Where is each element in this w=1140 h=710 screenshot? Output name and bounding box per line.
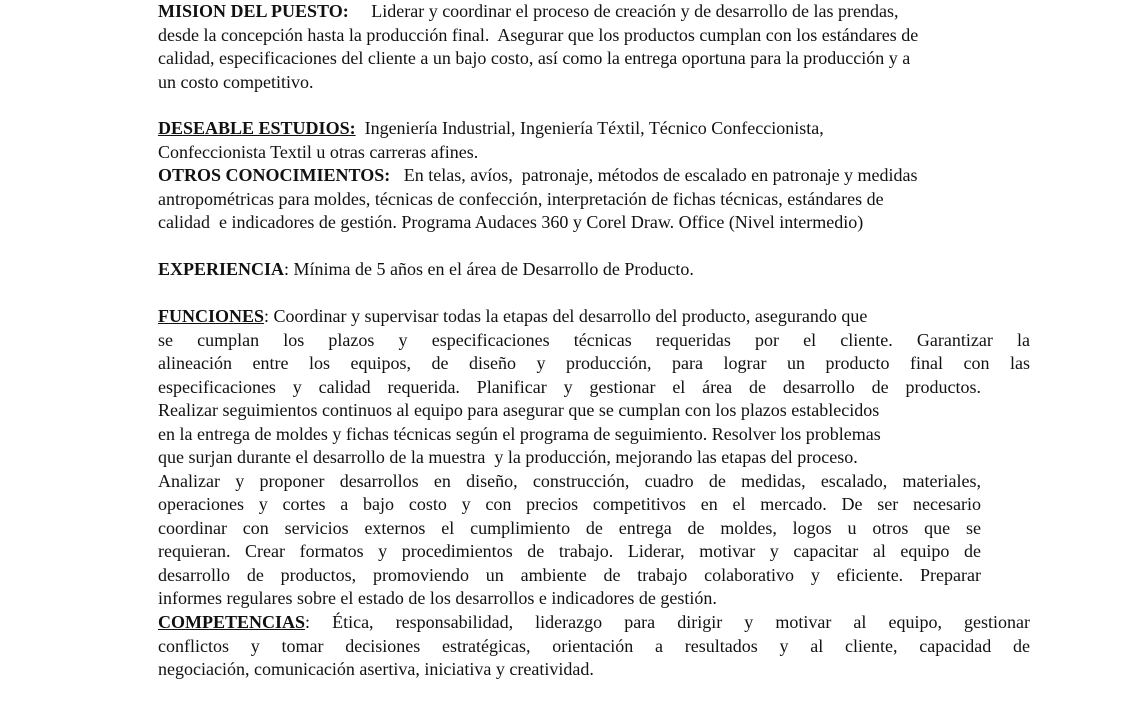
line-text: requieran. Crear formatos y procedimientos de trabajo. Liderar, motivar y capacitar al equipo de xyxy=(158,541,981,561)
section-heading: MISION DEL PUESTO xyxy=(158,1,343,21)
line-text: que surjan durante el desarrollo de la muestra y la producción, mejorando las etapas del proceso. xyxy=(158,447,858,467)
text-line xyxy=(158,658,1038,682)
text-line xyxy=(158,540,981,564)
line-text: Realizar seguimientos continuos al equipo para asegurar que se cumplan con los plazos establecidos xyxy=(158,400,880,420)
line-text: informes regulares sobre el estado de los desarrollos e indicadores de gestión. xyxy=(158,588,717,608)
line-text: : Ética, responsabilidad, liderazgo para dirigir y motivar al equipo, gestionar xyxy=(305,612,1030,632)
text-line xyxy=(158,305,1038,329)
section-otros-conocimientos xyxy=(158,164,1038,235)
text-line xyxy=(158,211,1038,235)
text-line xyxy=(158,0,1038,24)
text-line xyxy=(158,258,1038,282)
section-experiencia xyxy=(158,258,1038,282)
line-text: En telas, avíos, patronaje, métodos de escalado en patronaje y medidas xyxy=(390,165,918,185)
text-line xyxy=(158,446,1038,470)
line-text: Ingeniería Industrial, Ingeniería Téxtil, Técnico Confeccionista, xyxy=(355,118,824,138)
line-text: negociación, comunicación asertiva, iniciativa y creatividad. xyxy=(158,659,594,679)
line-text: conflictos y tomar decisiones estratégicas, orientación a resultados y al cliente, capacidad de xyxy=(158,635,1030,656)
line-text: en la entrega de moldes y fichas técnicas según el programa de seguimiento. Resolver los problemas xyxy=(158,423,881,444)
text-line xyxy=(158,564,981,588)
section-heading: EXPERIENCIA xyxy=(158,259,285,279)
line-text: Liderar y coordinar el proceso de creación y de desarrollo de las prendas, xyxy=(348,1,899,21)
line-text: desarrollo de productos, promoviendo un ambiente de trabajo colaborativo y eficiente. Preparar xyxy=(158,564,981,585)
section-deseable-estudios xyxy=(158,117,1038,164)
line-text: un costo competitivo. xyxy=(158,71,314,92)
text-line xyxy=(158,164,1038,188)
text-line xyxy=(158,399,1038,423)
line-text: se cumplan los plazos y especificaciones técnicas requeridas por el cliente. Garantizar la xyxy=(158,329,1030,350)
line-text: : Coordinar y supervisar todas la etapas del desarrollo del producto, asegurando que xyxy=(264,306,868,326)
section-funciones xyxy=(158,305,1038,611)
line-text: operaciones y cortes a bajo costo y con precios competitivos en el mercado. De ser necesario xyxy=(158,494,981,514)
line-text: Confeccionista Textil u otras carreras afines. xyxy=(158,141,479,162)
text-line xyxy=(158,117,1038,141)
text-line xyxy=(158,493,981,517)
line-text: coordinar con servicios externos el cumplimiento de entrega de moldes, logos u otros que se xyxy=(158,517,981,538)
section-heading: DESEABLE ESTUDIOS: xyxy=(158,118,356,138)
text-line xyxy=(158,587,1038,611)
text-line xyxy=(158,423,1038,447)
section-competencias xyxy=(158,611,1038,682)
line-text: : Mínima de 5 años en el área de Desarrollo de Producto. xyxy=(284,259,694,279)
text-line xyxy=(158,635,1030,659)
text-line xyxy=(158,24,1038,48)
text-line xyxy=(158,47,1038,71)
text-line xyxy=(158,188,1038,212)
section-heading: FUNCIONES xyxy=(158,306,265,326)
text-line xyxy=(158,352,1030,376)
line-text: antropométricas para moldes, técnicas de confección, interpretación de fichas técnicas, estándares de xyxy=(158,188,884,209)
line-text: calidad, especificaciones del cliente a un bajo costo, así como la entrega oportuna para la producción y a xyxy=(158,48,911,68)
section-heading: COMPETENCIAS xyxy=(158,612,306,632)
text-line xyxy=(158,611,1030,635)
text-line xyxy=(158,71,1038,95)
text-line xyxy=(158,141,1038,165)
text-line xyxy=(158,517,981,541)
line-text: desde la concepción hasta la producción final. Asegurar que los productos cumplan con los estándares de xyxy=(158,24,919,45)
text-line xyxy=(158,376,981,400)
text-line xyxy=(158,329,1030,353)
line-text: especificaciones y calidad requerida. Planificar y gestionar el área de desarrollo de productos. xyxy=(158,376,981,397)
line-text: alineación entre los equipos, de diseño y producción, para lograr un producto final con las xyxy=(158,353,1030,373)
section-heading: OTROS CONOCIMIENTOS: xyxy=(158,165,391,185)
line-text: calidad e indicadores de gestión. Programa Audaces 360 y Corel Draw. Office (Nivel intermedio) xyxy=(158,212,864,232)
heading-colon: : xyxy=(342,1,349,21)
section-mision-del-puesto xyxy=(158,0,1038,94)
text-line xyxy=(158,470,981,494)
line-text: Analizar y proponer desarrollos en diseño, construcción, cuadro de medidas, escalado, materiales, xyxy=(158,470,981,491)
